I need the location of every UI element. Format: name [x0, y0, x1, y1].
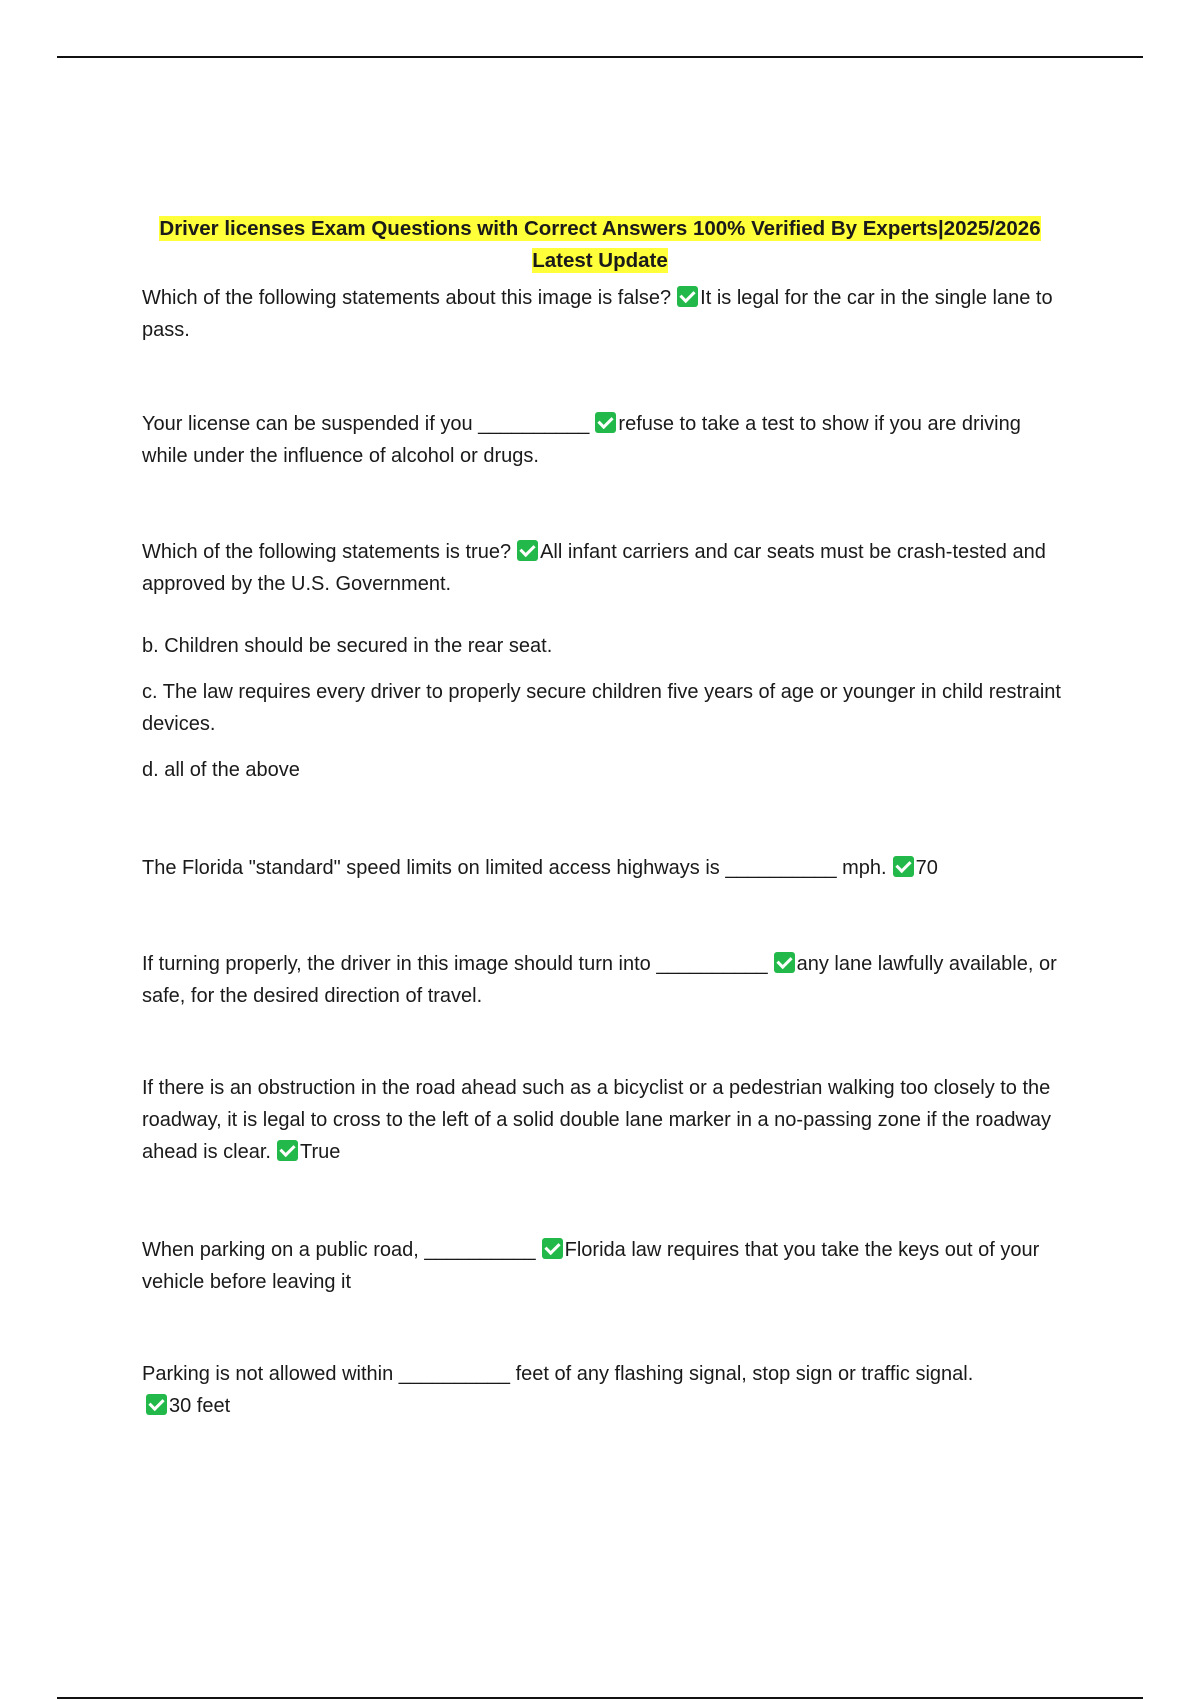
header-rule [57, 56, 1143, 58]
check-mark-icon [517, 540, 538, 561]
answer-text: True [299, 1141, 341, 1163]
question-4 [142, 852, 1062, 884]
question-7 [142, 1234, 1062, 1298]
check-mark-icon [277, 1140, 298, 1161]
question-3 [142, 536, 1062, 600]
question-text: When parking on a public road, __________ [142, 1239, 536, 1261]
check-mark-icon [542, 1238, 563, 1259]
document-title [142, 213, 1058, 277]
question-text: Which of the following statements about this image is false? [142, 287, 672, 309]
answer-text: 70 [915, 857, 938, 879]
option-b: b. Children should be secured in the rear seat. [142, 635, 553, 657]
question-text: Parking is not allowed within __________ feet of any flashing signal, stop sign or traffic signal. [142, 1363, 974, 1385]
question-6 [142, 1072, 1062, 1168]
question-text: If there is an obstruction in the road ahead such as a bicyclist or a pedestrian walking too closely to the roadway, it is legal to cross to the left of a solid double lane marker in a no-passing zone if the roadway ahead is clear. [142, 1077, 1052, 1163]
check-mark-icon [893, 856, 914, 877]
answer-text: Florida law requires that you take the keys out of your vehicle before leaving it [142, 1239, 1040, 1293]
check-mark-icon [677, 286, 698, 307]
question-text: Which of the following statements is true? [142, 541, 512, 563]
check-mark-icon [146, 1394, 167, 1415]
answer-text: refuse to take a test to show if you are driving while under the influence of alcohol or drugs. [142, 413, 1021, 467]
check-mark-icon [595, 412, 616, 433]
title-line-1: Driver licenses Exam Questions with Correct Answers 100% Verified By Experts|2025/2026 [159, 217, 1041, 240]
option-d: d. all of the above [142, 759, 300, 781]
footer-rule [57, 1697, 1143, 1699]
answer-text: All infant carriers and car seats must be crash-tested and approved by the U.S. Government. [142, 541, 1046, 595]
check-mark-icon [774, 952, 795, 973]
question-5 [142, 948, 1062, 1012]
question-1 [142, 282, 1062, 346]
option-c: c. The law requires every driver to properly secure children five years of age or younger in child restraint devices. [142, 681, 1061, 735]
answer-text: any lane lawfully available, or safe, for the desired direction of travel. [142, 953, 1057, 1007]
question-text: Your license can be suspended if you __________ [142, 413, 590, 435]
title-line-2: Latest Update [532, 249, 668, 272]
answer-text: It is legal for the car in the single lane to pass. [142, 287, 1053, 341]
question-text: If turning properly, the driver in this image should turn into __________ [142, 953, 768, 975]
question-2 [142, 408, 1062, 472]
answer-text: 30 feet [169, 1395, 231, 1417]
question-8 [142, 1358, 1062, 1422]
question-text: The Florida "standard" speed limits on limited access highways is __________ mph. [142, 857, 887, 879]
